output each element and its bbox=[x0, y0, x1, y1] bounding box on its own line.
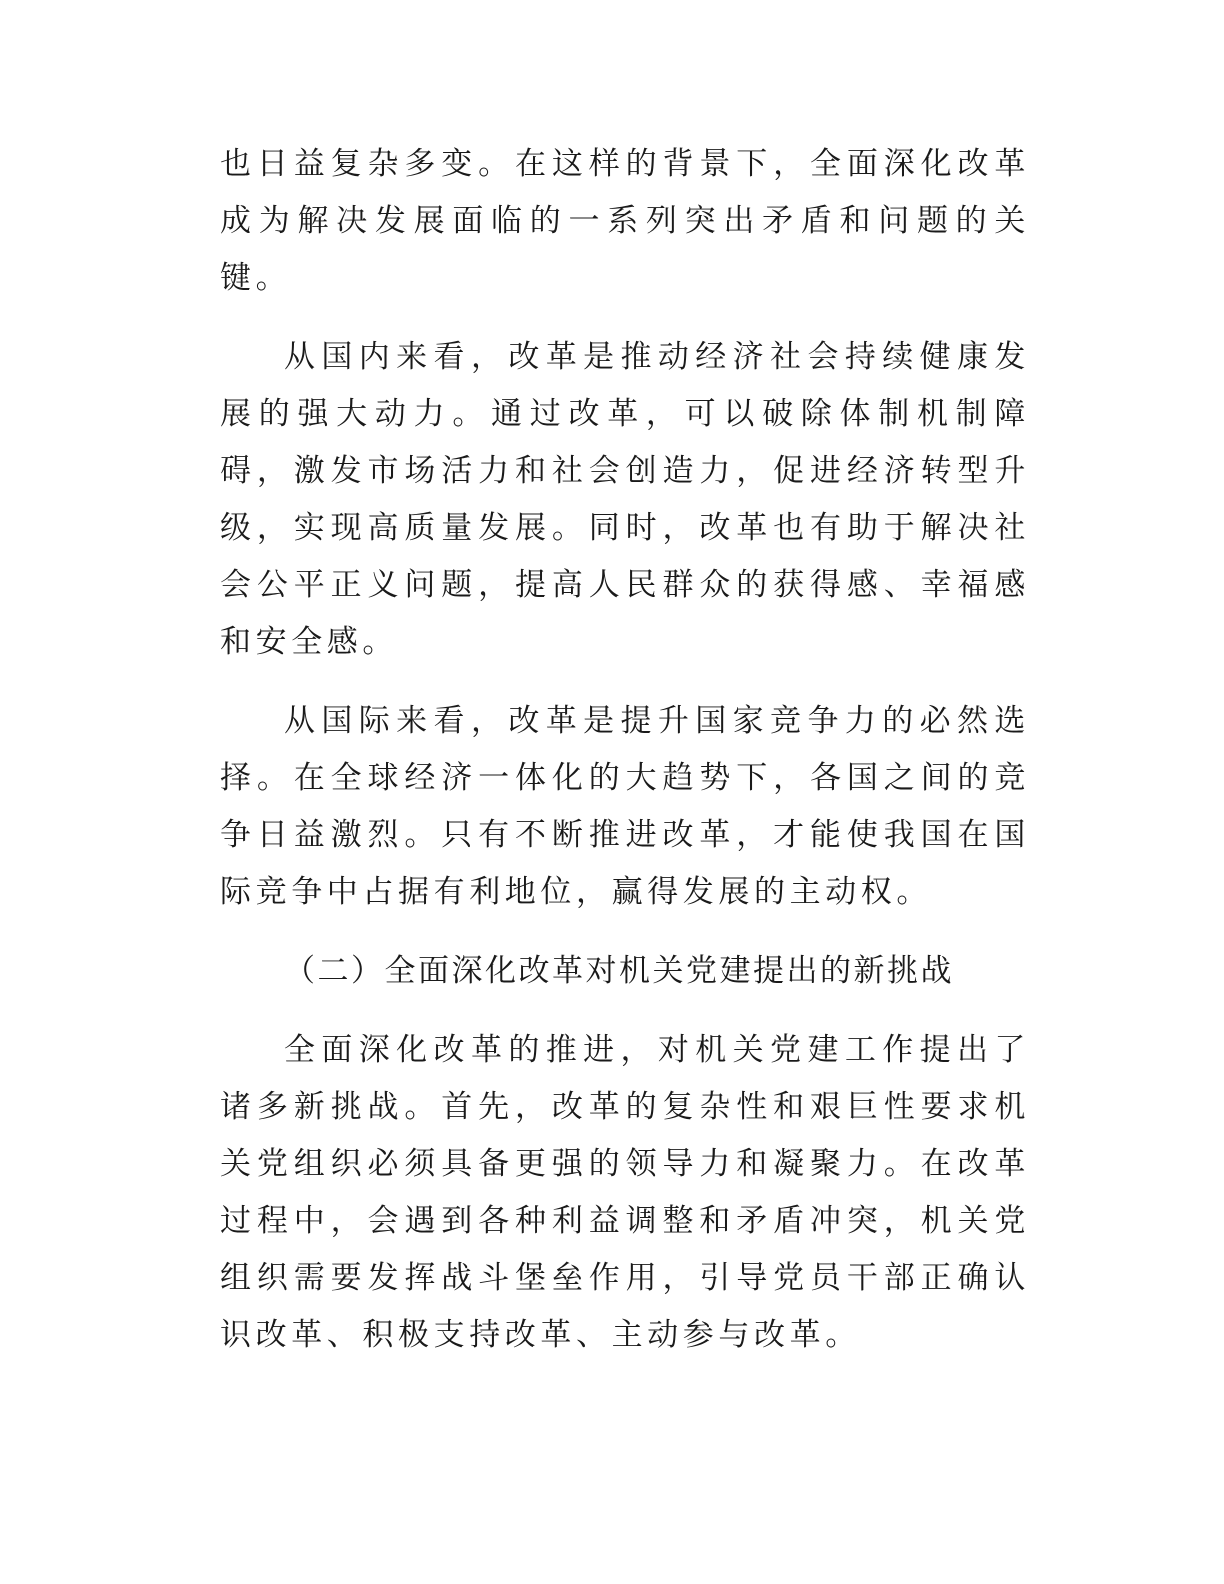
paragraph-international: 从国际来看，改革是提升国家竞争力的必然选择。在全球经济一体化的大趋势下，各国之间的竞争日益激烈。只有不断推进改革，才能使我国在国际竞争中占据有利地位，赢得发展的主动权。 bbox=[220, 703, 1030, 910]
section-heading: （二）全面深化改革对机关党建提出的新挑战 bbox=[284, 953, 954, 989]
paragraph-continuation: 也日益复杂多变。在这样的背景下，全面深化改革成为解决发展面临的一系列突出矛盾和问题的关键。 bbox=[220, 146, 1030, 296]
paragraph-domestic: 从国内来看，改革是推动经济社会持续健康发展的强大动力。通过改革，可以破除体制机制障碍，激发市场活力和社会创造力，促进经济转型升级，实现高质量发展。同时，改革也有助于解决社会公平正义问题，提高人民群众的获得感、幸福感和安全感。 bbox=[220, 339, 1030, 660]
paragraph-challenges: 全面深化改革的推进，对机关党建工作提出了诸多新挑战。首先，改革的复杂性和艰巨性要求机关党组织必须具备更强的领导力和凝聚力。在改革过程中，会遇到各种利益调整和矛盾冲突，机关党组织需要发挥战斗堡垒作用，引导党员干部正确认识改革、积极支持改革、主动参与改革。 bbox=[220, 1032, 1030, 1353]
document-body bbox=[220, 136, 1030, 1386]
